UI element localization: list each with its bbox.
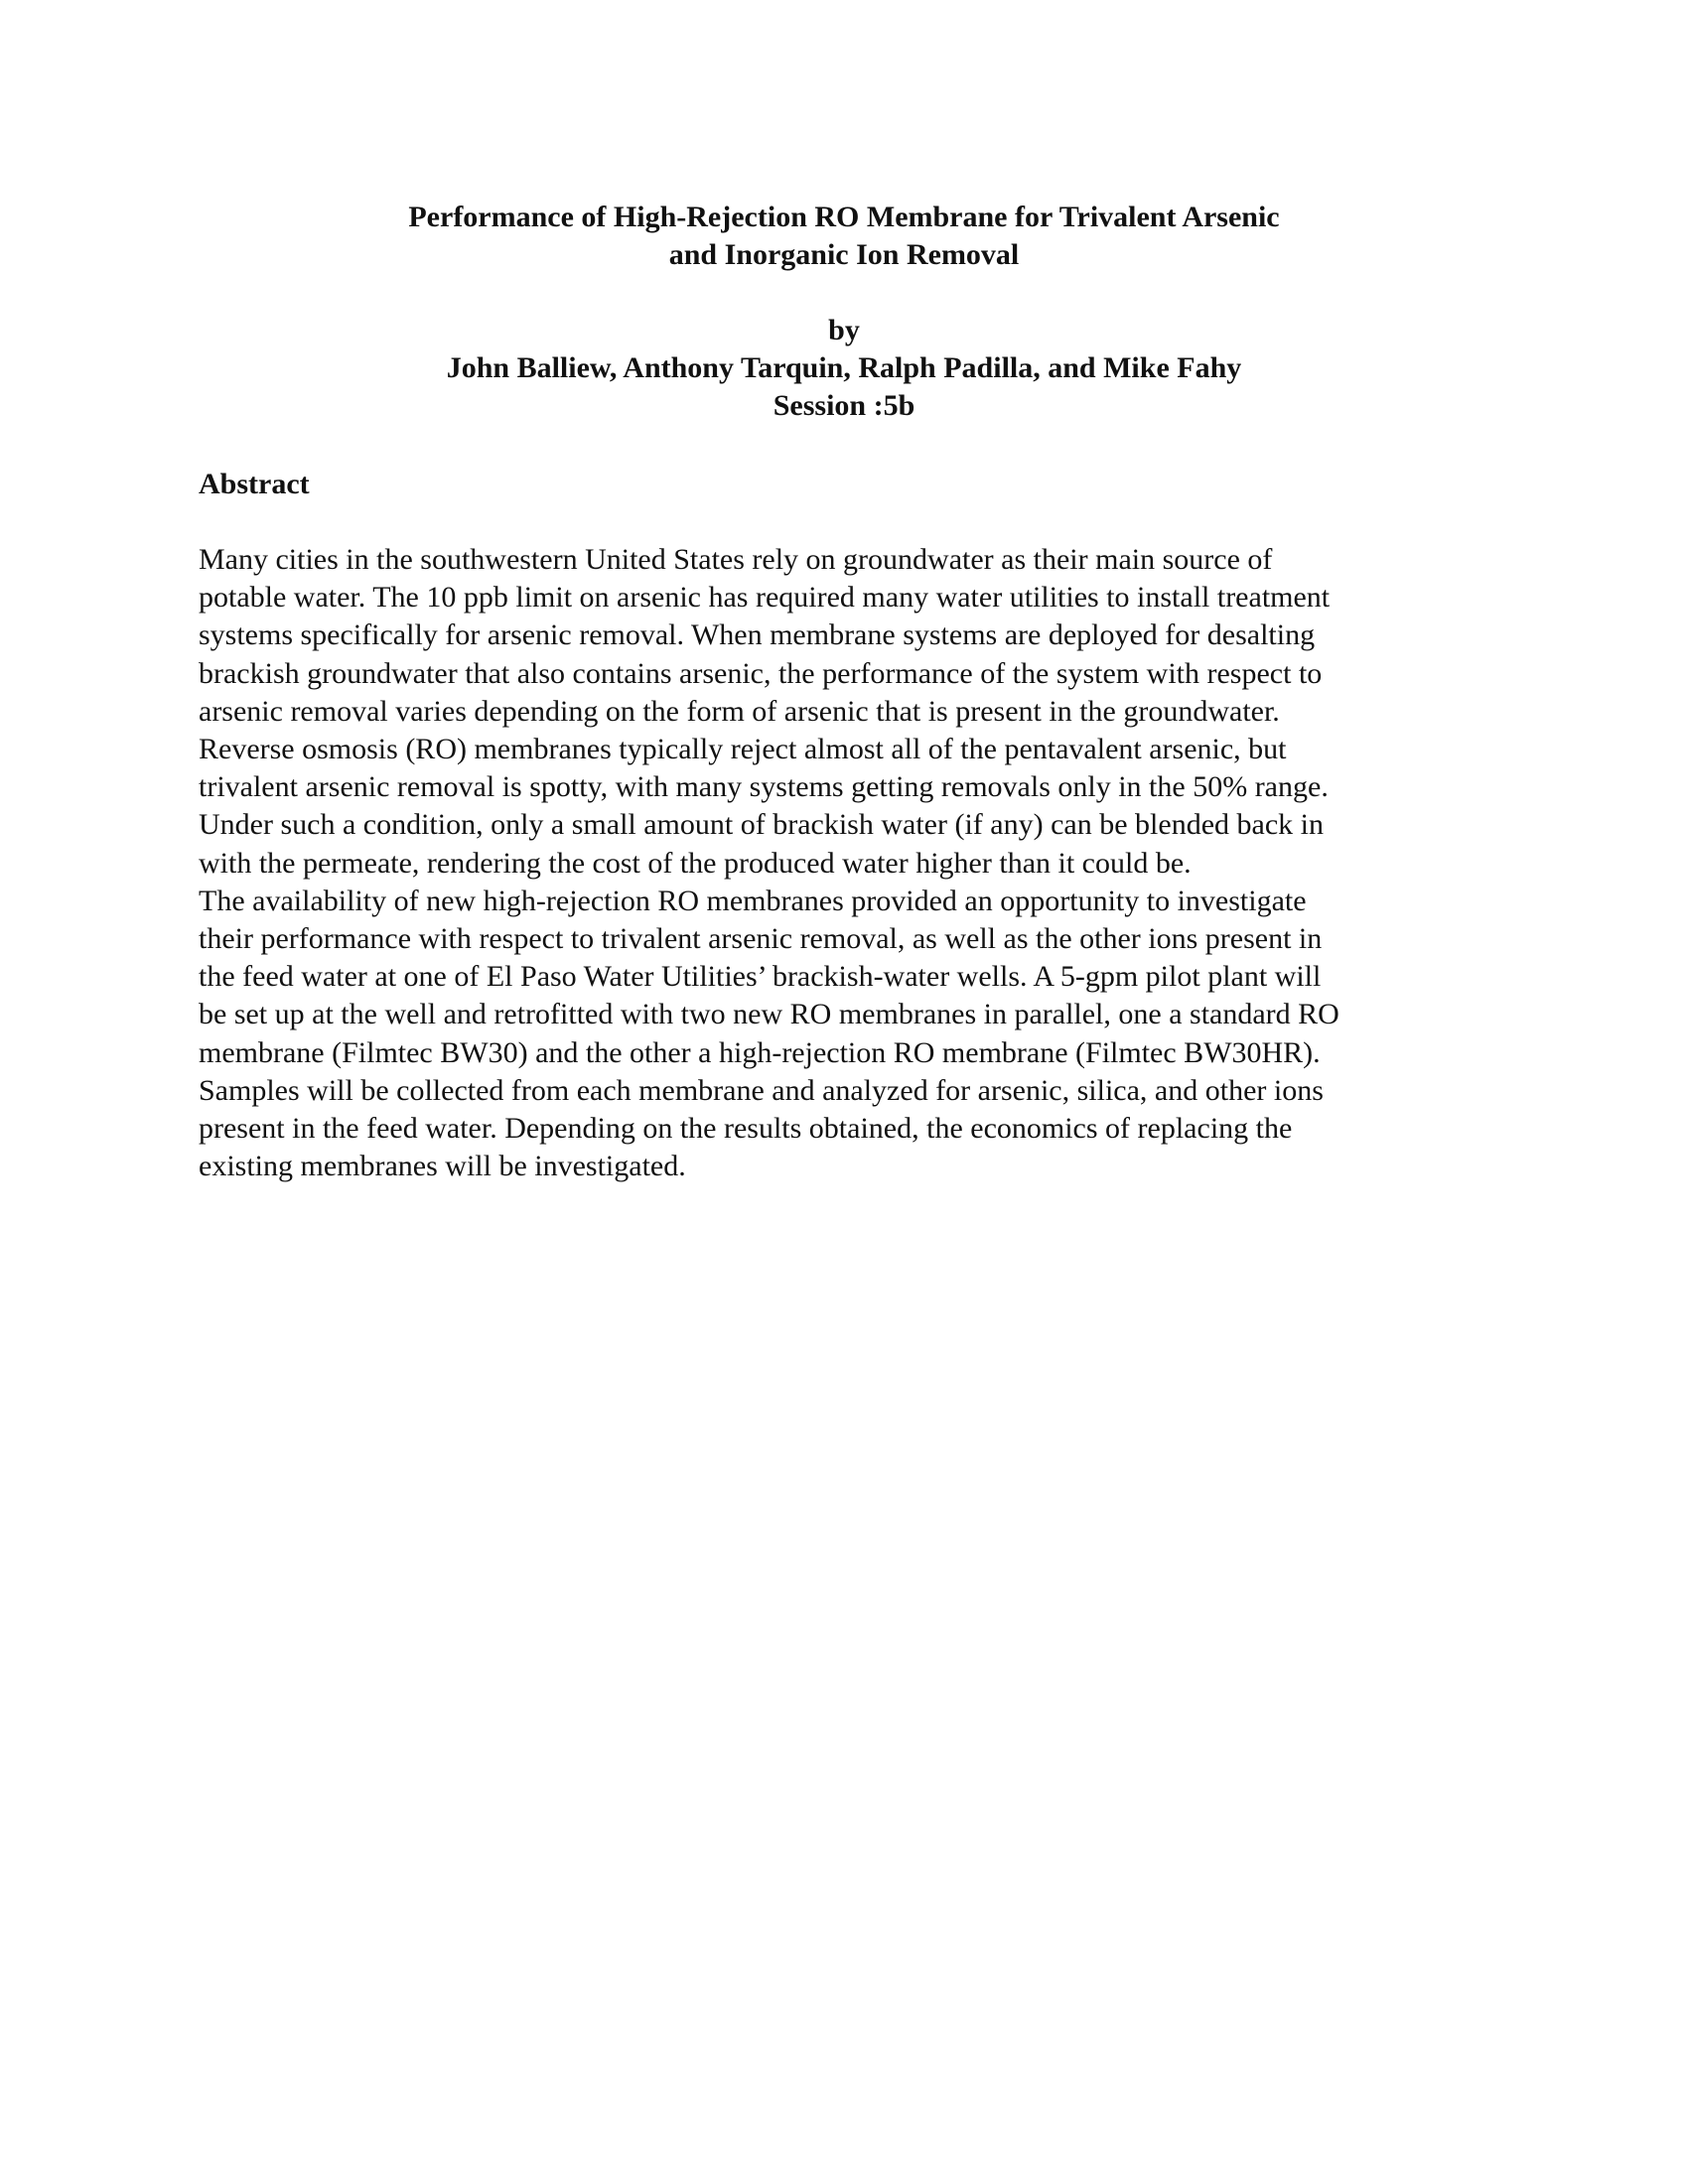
abstract-line: trivalent arsenic removal is spotty, with many systems getting removals only in the 50% range. [199,770,1329,804]
abstract-line: be set up at the well and retrofitted with two new RO membranes in parallel, one a standard RO [199,998,1339,1031]
abstract-line: the feed water at one of El Paso Water Utilities’ brackish-water wells. A 5-gpm pilot plant will [199,960,1322,994]
abstract-line: Reverse osmosis (RO) membranes typically reject almost all of the pentavalent arsenic, but [199,733,1287,766]
title-block [199,199,1489,425]
abstract-line: present in the feed water. Depending on the results obtained, the economics of replacing the [199,1112,1293,1146]
abstract-line: brackish groundwater that also contains arsenic, the performance of the system with respect to [199,656,1323,690]
abstract-line: Many cities in the southwestern United States rely on groundwater as their main source of [199,543,1273,576]
authors-line: John Balliew, Anthony Tarquin, Ralph Padilla, and Mike Fahy [446,351,1242,384]
title-line-2: and Inorganic Ion Removal [668,238,1020,271]
abstract-line: membrane (Filmtec BW30) and the other a high-rejection RO membrane (Filmtec BW30HR). [199,1035,1321,1069]
abstract-line: Under such a condition, only a small amount of brackish water (if any) can be blended back in [199,808,1324,842]
abstract-heading: Abstract [199,468,310,500]
abstract-line: The availability of new high-rejection RO membranes provided an opportunity to investigate [199,884,1307,917]
session-line: Session :5b [773,389,915,422]
abstract-line: systems specifically for arsenic removal. When membrane systems are deployed for desalting [199,618,1316,652]
abstract-line: with the permeate, rendering the cost of the produced water higher than it could be. [199,846,1192,880]
abstract-line: arsenic removal varies depending on the form of arsenic that is present in the groundwater. [199,694,1280,728]
by-line: by [828,314,860,346]
abstract-body [199,541,1509,1185]
abstract-line: Samples will be collected from each membrane and analyzed for arsenic, silica, and other ions [199,1073,1324,1107]
abstract-line: their performance with respect to trivalent arsenic removal, as well as the other ions present in [199,922,1323,956]
abstract-line: potable water. The 10 ppb limit on arsenic has required many water utilities to install treatment [199,581,1331,614]
title-line-1: Performance of High-Rejection RO Membrane for Trivalent Arsenic [408,201,1280,233]
abstract-line: existing membranes will be investigated. [199,1150,686,1183]
